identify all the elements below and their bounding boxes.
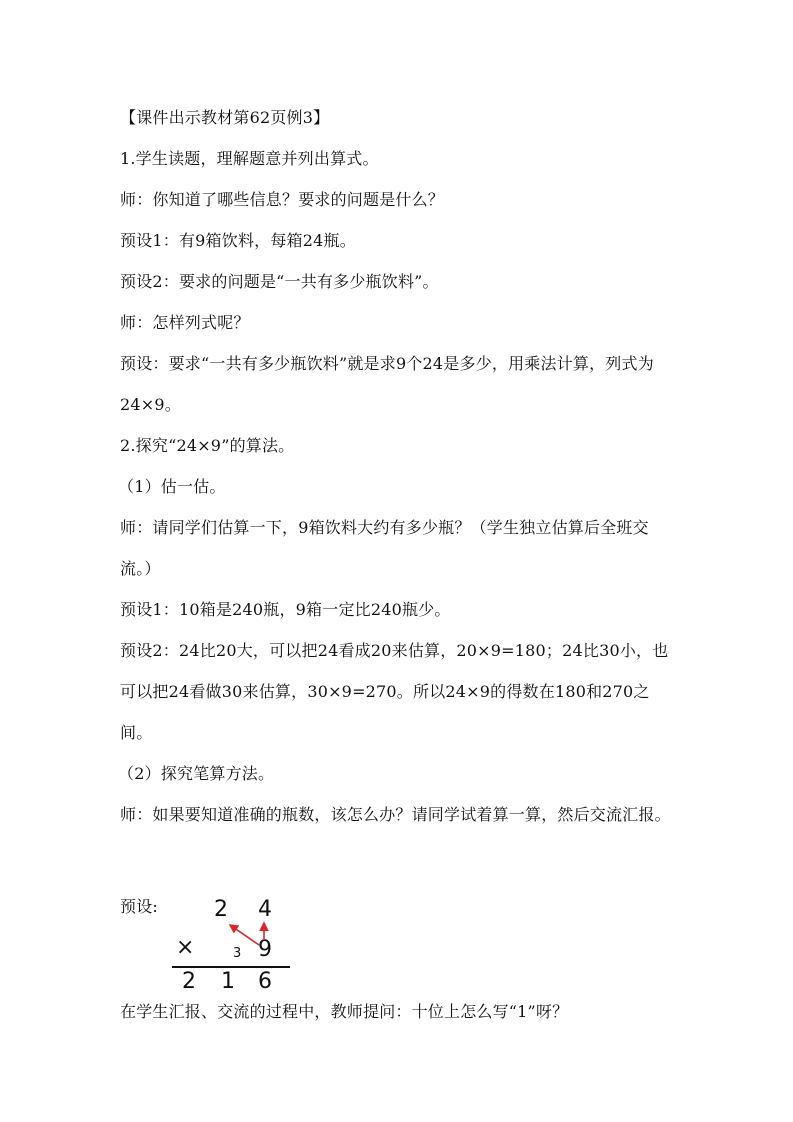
teacher-exact-paragraph: 师：如果要知道准确的瓶数，该怎么办？请同学试着算一算，然后交流汇报。 bbox=[120, 805, 671, 824]
estimate-subheading: （1）估一估。 bbox=[118, 477, 226, 496]
step-1-line: 1.学生读题，理解题意并列出算式。 bbox=[120, 149, 379, 168]
final-question-line: 在学生汇报、交流的过程中，教师提问：十位上怎么写“1”呀？ bbox=[120, 1002, 569, 1021]
arrow-to-tens bbox=[230, 925, 259, 945]
result-digit-ones: 6 bbox=[258, 969, 272, 994]
vertical-multiplication bbox=[160, 895, 300, 1005]
preset-formula-paragraph: 预设：要求“一共有多少瓶饮料”就是求9个24是多少，用乘法计算，列式为24×9。 bbox=[120, 354, 654, 414]
teacher-estimate-paragraph: 师：请同学们估算一下，9箱饮料大约有多少瓶？（学生独立估算后全班交流。） bbox=[120, 518, 649, 578]
teacher-question-line: 师：你知道了哪些信息？要求的问题是什么？ bbox=[120, 190, 445, 209]
multiply-operator: × bbox=[176, 935, 195, 960]
carry-arrows bbox=[160, 895, 300, 1005]
written-method-subheading: （2）探究笔算方法。 bbox=[118, 764, 275, 783]
estimate-preset-1-line: 预设1：10箱是240瓶，9箱一定比240瓶少。 bbox=[120, 600, 451, 619]
heading-courseware: 【课件出示教材第62页例3】 bbox=[120, 108, 330, 127]
top-digit-ones: 4 bbox=[258, 897, 272, 922]
teacher-formula-question: 师：怎样列式呢？ bbox=[120, 313, 250, 332]
estimate-preset-2-paragraph: 预设2：24比20大，可以把24看成20来估算，20×9=180；24比30小，也可以把24看做30来估算，30×9=270。所以24×9的得数在180和270之间。 bbox=[120, 641, 669, 742]
preset-label: 预设: bbox=[120, 897, 158, 916]
result-digit-hundreds: 2 bbox=[182, 969, 196, 994]
top-digit-tens: 2 bbox=[214, 897, 228, 922]
result-digit-tens: 1 bbox=[221, 969, 235, 994]
multiplier-digit: 9 bbox=[258, 937, 272, 962]
step-2-line: 2.探究“24×9”的算法。 bbox=[120, 436, 295, 455]
preset-1-line: 预设1：有9箱饮料，每箱24瓶。 bbox=[120, 231, 356, 250]
carry-digit: 3 bbox=[233, 946, 242, 961]
preset-2-line: 预设2：要求的问题是“一共有多少瓶饮料”。 bbox=[120, 272, 439, 291]
